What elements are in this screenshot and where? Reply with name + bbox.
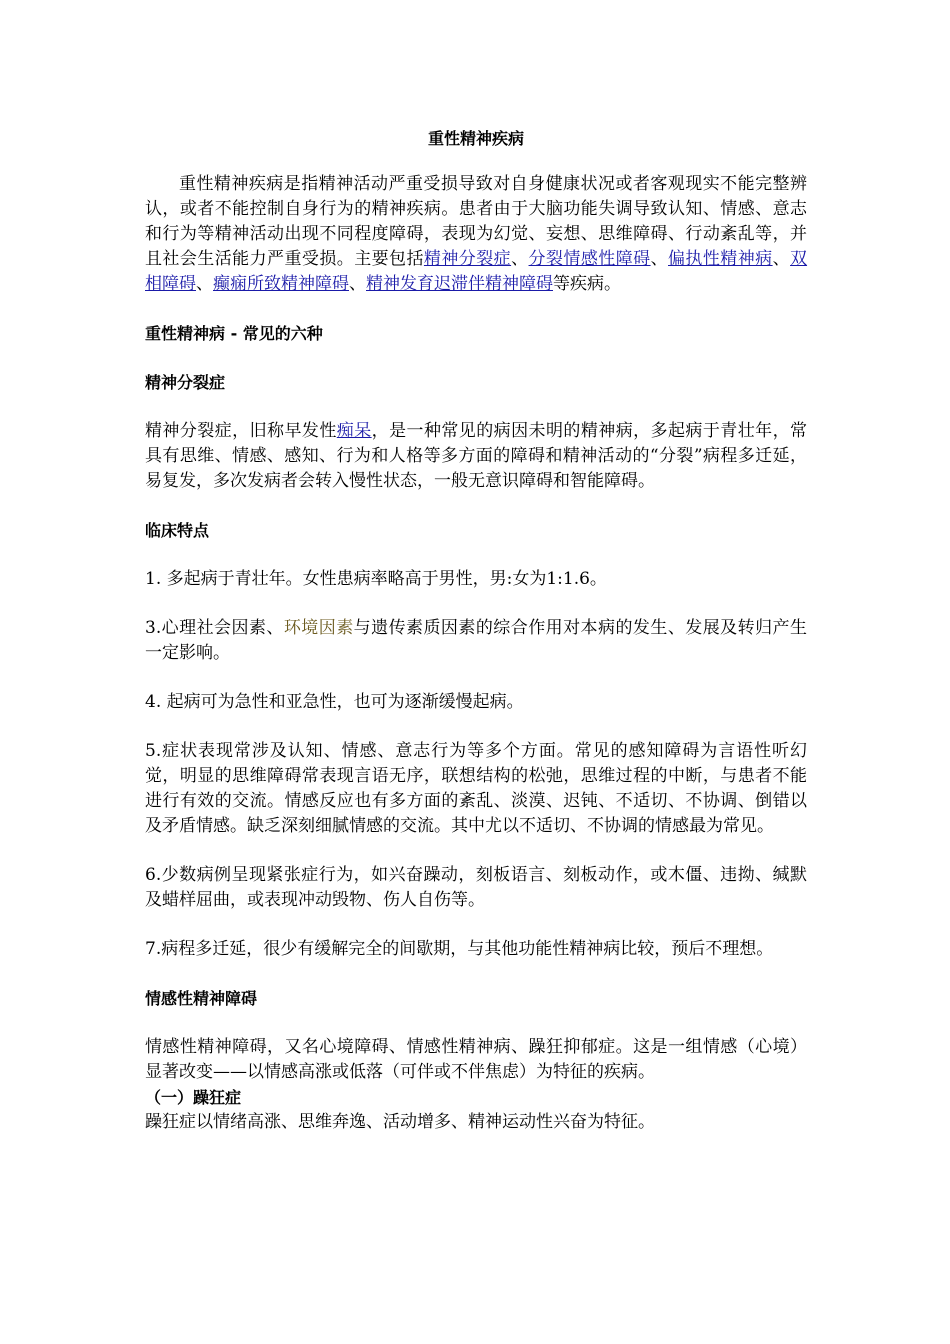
- document-page: [145, 128, 807, 1135]
- heading-clinical-features: 临床特点: [145, 521, 210, 540]
- list-item-7: 7.病程多迁延，很少有缓解完全的间歇期，与其他功能性精神病比较，预后不理想。: [145, 939, 774, 959]
- heading-schizophrenia: 精神分裂症: [145, 373, 226, 392]
- link-paranoid-psychosis[interactable]: 偏执性精神病: [668, 249, 773, 269]
- link-schizoaffective[interactable]: 分裂情感性障碍: [528, 249, 651, 269]
- link-bipolar[interactable]: 双相障碍: [145, 249, 808, 294]
- mania-paragraph: 躁狂症以情绪高涨、思维奔逸、活动增多、精神运动性兴奋为特征。: [145, 1112, 655, 1132]
- heading-mania: （一）躁狂症: [145, 1088, 242, 1107]
- heading-six-types: 重性精神病 - 常见的六种: [145, 324, 323, 343]
- link-mental-retardation-disorder[interactable]: 精神发育迟滞伴精神障碍: [366, 274, 553, 294]
- list-item-6: 6.少数病例呈现紧张症行为，如兴奋躁动，刻板语言、刻板动作，或木僵、违拗、缄默及蜡样屈曲，或表现冲动毁物、伤人自伤等。: [145, 865, 807, 910]
- list-item-3: 3.心理社会因素、环境因素与遗传素质因素的综合作用对本病的发生、发展及转归产生一定影响。: [145, 618, 807, 663]
- environment-factor-term: 环境因素: [283, 618, 354, 638]
- link-dementia[interactable]: 痴呆: [336, 421, 372, 441]
- list-item-5: 5.症状表现常涉及认知、情感、意志行为等多个方面。常见的感知障碍为言语性听幻觉，明显的思维障碍常表现言语无序，联想结构的松弛，思维过程的中断，与患者不能进行有效的交流。情感反应也有多方面的紊乱、淡漠、迟钝、不适切、不协调、倒错以及矛盾情感。缺乏深刻细腻情感的交流。其中尤以不适切、不协调的情感最为常见。: [145, 741, 807, 836]
- heading-affective-disorder: 情感性精神障碍: [145, 989, 258, 1008]
- page-title: 重性精神疾病: [427, 129, 524, 148]
- link-epilepsy-mental-disorder[interactable]: 癫痫所致精神障碍: [213, 274, 349, 294]
- schizophrenia-paragraph: 精神分裂症，旧称早发性痴呆，是一种常见的病因未明的精神病，多起病于青壮年，常具有思维、情感、感知、行为和人格等多方面的障碍和精神活动的“分裂”病程多迁延，易复发，多次发病者会转入慢性状态，一般无意识障碍和智能障碍。: [145, 421, 808, 491]
- list-item-4: 4. 起病可为急性和亚急性，也可为逐渐缓慢起病。: [145, 692, 524, 712]
- intro-paragraph: 重性精神疾病是指精神活动严重受损导致对自身健康状况或者客观现实不能完整辨认，或者不能控制自身行为的精神疾病。患者由于大脑功能失调导致认知、情感、意志和行为等精神活动出现不同程度障碍，表现为幻觉、妄想、思维障碍、行动紊乱等，并且社会生活能力严重受损。主要包括精神分裂症、分裂情感性障碍、偏执性精神病、双相障碍、癫痫所致精神障碍、精神发育迟滞伴精神障碍等疾病。: [145, 174, 808, 294]
- list-item-1: 1. 多起病于青壮年。女性患病率略高于男性，男:女为1:1.6。: [145, 569, 607, 589]
- affective-paragraph: 情感性精神障碍，又名心境障碍、情感性精神病、躁狂抑郁症。这是一组情感（心境）显著改变——以情感高涨或低落（可伴或不伴焦虑）为特征的疾病。: [145, 1037, 807, 1082]
- link-schizophrenia[interactable]: 精神分裂症: [423, 249, 512, 269]
